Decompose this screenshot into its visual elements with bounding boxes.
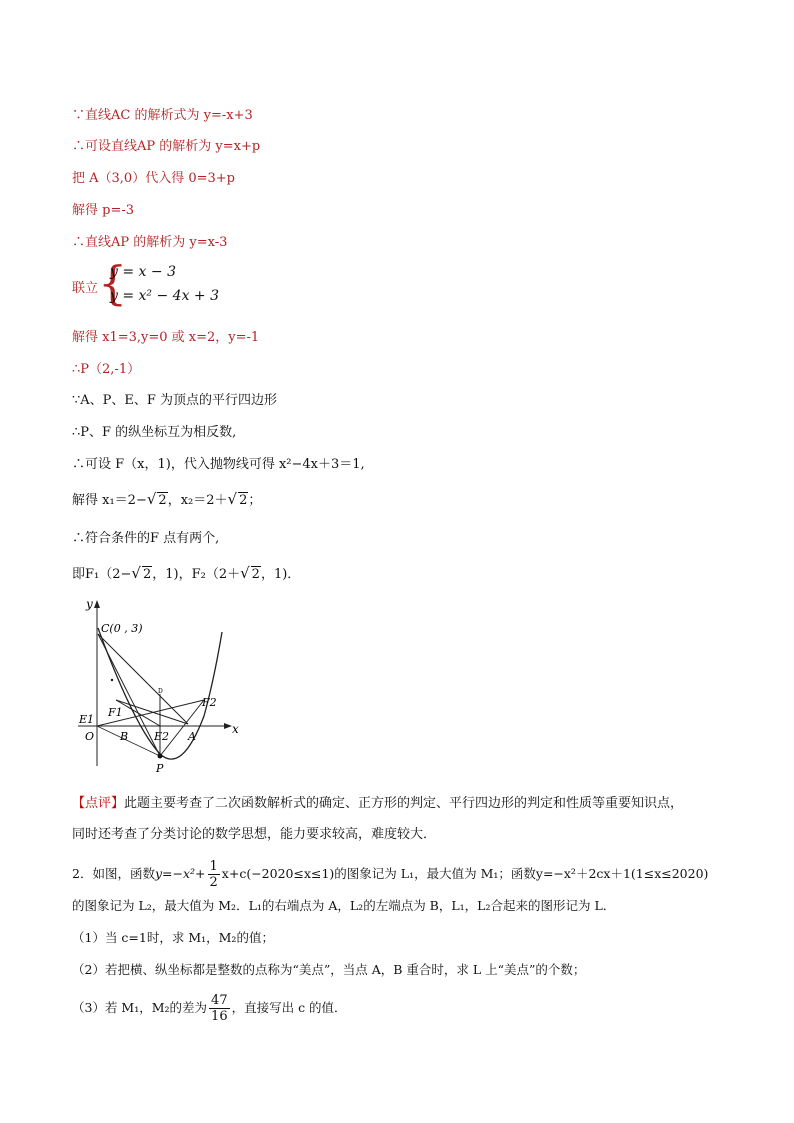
solution-line-1: ∵直线AC 的解析式为 y=-x+3 xyxy=(72,108,253,123)
fraction-numerator: 1 xyxy=(209,859,218,874)
x-axis-arrow-icon xyxy=(224,723,232,729)
label-E1: E1 xyxy=(79,713,95,726)
solution-line-3: 把 A（3,0）代入得 0=3+p xyxy=(72,171,235,186)
point-P xyxy=(158,754,163,759)
system-brace: { xyxy=(98,256,128,310)
solution-line-4: 解得 p=-3 xyxy=(72,203,135,218)
comment-line-2: 同时还考查了分类讨论的数学思想，能力要求较高，难度较大． xyxy=(72,827,437,842)
fraction-half xyxy=(208,859,220,890)
solution-line-11 xyxy=(72,489,261,508)
line13-part-c: ，1)． xyxy=(260,567,301,582)
label-B: B xyxy=(120,730,129,743)
sqrt-icon: √ xyxy=(227,490,238,508)
sqrt-value: 2 xyxy=(239,493,248,508)
problem-line-1 xyxy=(72,859,708,890)
line-F1-A xyxy=(116,700,188,724)
label-P: P xyxy=(156,762,164,775)
solution-line-13 xyxy=(72,563,300,582)
label-D: D xyxy=(158,688,163,695)
y-axis-arrow-icon xyxy=(94,600,100,608)
solution-line-8: ∵A、P、E、F 为顶点的平行四边形 xyxy=(72,393,278,408)
question-3-part-b: ，直接写出 c 的值． xyxy=(231,1000,347,1015)
label-F2: F2 xyxy=(202,696,217,709)
sqrt-icon: √ xyxy=(240,564,250,582)
question-1: （1）当 c=1时，求 M₁，M₂的值； xyxy=(72,930,274,945)
sqrt-value: 2 xyxy=(251,567,260,582)
line-P-F2 xyxy=(160,700,204,756)
problem-line-2: 的图象记为 L₂，最大值为 M₂．L₁的右端点为 A，L₂的左端点为 B，L₁，L₂合起来的图形记为 L． xyxy=(72,898,616,913)
fraction-47-16 xyxy=(209,993,230,1024)
x-axis-label: x xyxy=(232,722,239,736)
solution-line-10: ∴可设 F（x，1)，代入抛物线可得 x²−4x＋3＝1, xyxy=(72,457,365,472)
solution-line-7: ∴P（2,-1） xyxy=(72,362,141,377)
fraction-denominator: 2 xyxy=(209,875,218,890)
comment-tag: 【点评】 xyxy=(72,796,125,811)
line13-part-a: 即F₁（2− xyxy=(72,567,132,582)
comment-line-1 xyxy=(72,792,683,811)
lianli-label: 联立 xyxy=(72,281,99,296)
question-2: （2）若把横、纵坐标都是整数的点称为“美点”，当点 A，B 重合时，求 L 上“美点”的个数； xyxy=(72,962,586,977)
label-A: A xyxy=(188,730,196,743)
y-axis-label: y xyxy=(86,597,93,611)
problem-func-1: y=−x²+ xyxy=(154,866,206,881)
line13-part-b: ，1)，F₂（2＋ xyxy=(152,567,241,582)
line11-part-c: ； xyxy=(248,493,262,508)
fraction-numerator: 47 xyxy=(211,993,228,1008)
question-3 xyxy=(72,993,347,1024)
solution-line-5: ∴直线AP 的解析为 y=x-3 xyxy=(72,235,228,250)
fraction-denominator: 16 xyxy=(211,1009,228,1024)
label-O: O xyxy=(85,730,95,743)
system-equation-2: y = x² − 4x + 3 xyxy=(110,288,220,304)
label-C: C(0 , 3) xyxy=(101,622,143,635)
solution-line-6: 解得 x1=3,y=0 或 x=2，y=-1 xyxy=(72,330,260,345)
line11-part-b: ，x₂＝2＋ xyxy=(167,493,228,508)
parabola-figure xyxy=(72,596,252,776)
problem-func-1-rest: x+c(−2020≤x≤1)的图象记为 L₁，最大值为 M₁；函数y=−x²＋2cx＋1(1≤x≤2020) xyxy=(221,866,709,881)
line11-part-a: 解得 x₁＝2− xyxy=(72,493,147,508)
solution-line-12: ∴符合条件的F 点有两个, xyxy=(72,531,220,546)
sqrt-icon: √ xyxy=(146,490,157,508)
label-F1: F1 xyxy=(108,706,123,719)
line-CP xyxy=(98,634,160,756)
label-E2: E2 xyxy=(154,730,170,743)
question-3-part-a: （3）若 M₁，M₂的差为 xyxy=(72,1000,208,1015)
comment-text-1: 此题主要考查了二次函数解析式的确定、正方形的判定、平行四边形的判定和性质等重要知识点， xyxy=(124,796,684,811)
sqrt-icon: √ xyxy=(131,564,141,582)
system-equation-1: y = x − 3 xyxy=(110,264,176,280)
point-small xyxy=(111,679,113,681)
problem-intro: 2．如图，函数 xyxy=(72,866,155,881)
sqrt-value: 2 xyxy=(142,567,152,582)
solution-line-2: ∴可设直线AP 的解析为 y=x+p xyxy=(72,139,261,154)
solution-line-9: ∴P、F 的纵坐标互为相反数, xyxy=(72,425,237,440)
sqrt-value: 2 xyxy=(158,493,167,508)
